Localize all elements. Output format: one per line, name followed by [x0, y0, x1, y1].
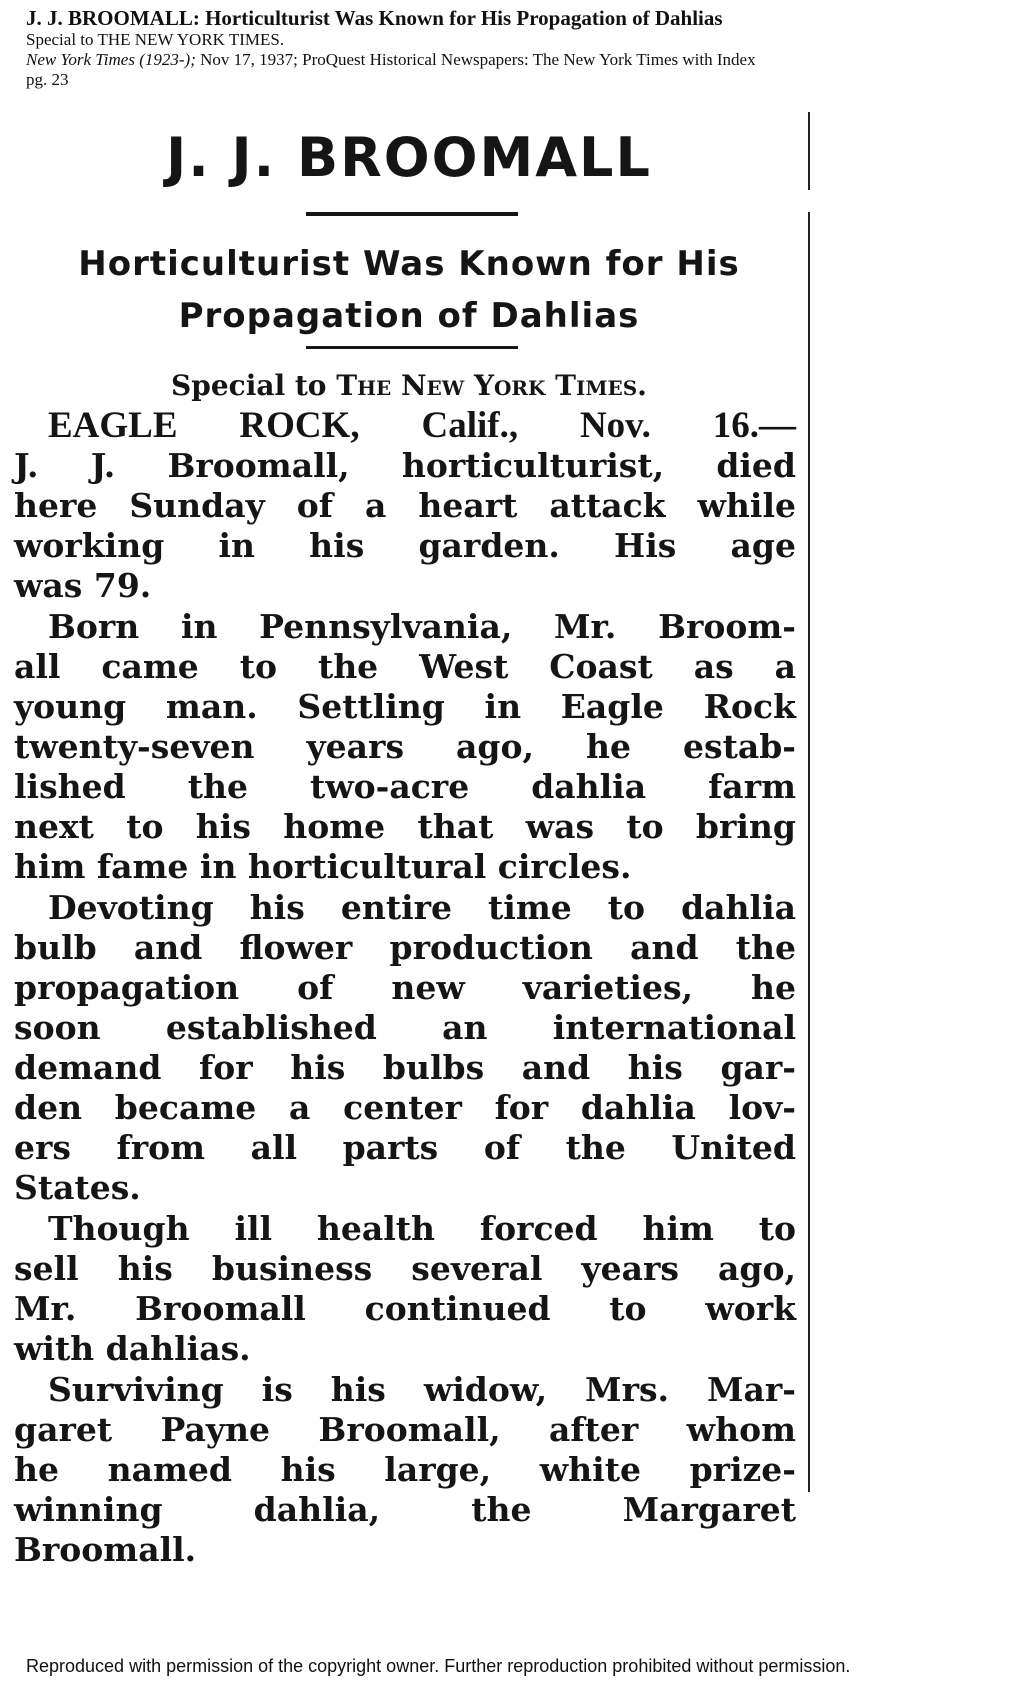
column-rule-segment — [808, 112, 810, 190]
article-line: working in his garden. His age — [14, 526, 796, 565]
article-dateline: EAGLE ROCK, Calif., Nov. 16.— — [48, 405, 796, 446]
article-paragraph — [14, 607, 796, 887]
article-line: J. J. Broomall, horticulturist, died — [14, 446, 796, 485]
article-line: soon established an international — [14, 1008, 796, 1047]
article-line: him fame in horticultural circles. — [14, 847, 632, 886]
article-line: winning dahlia, the Margaret — [14, 1490, 796, 1529]
article-line: he named his large, white prize- — [14, 1450, 796, 1489]
citation-page: pg. 23 — [26, 70, 69, 89]
article-line: here Sunday of a heart attack while — [14, 486, 796, 525]
article-paragraph — [14, 406, 796, 606]
citation-title: J. J. BROOMALL: Horticulturist Was Known for His Propagation of Dahlias — [26, 6, 723, 30]
citation-header — [26, 6, 986, 90]
citation-byline: Special to THE NEW YORK TIMES. — [26, 30, 285, 49]
article-line: Though ill health forced him to — [48, 1209, 796, 1248]
article-paragraph — [14, 1209, 796, 1369]
article-line: twenty-seven years ago, he estab- — [14, 727, 796, 766]
article-line: Surviving is his widow, Mrs. Mar- — [48, 1370, 796, 1409]
article-body — [14, 406, 796, 1571]
article-line: sell his business several years ago, — [14, 1249, 796, 1288]
article-line: propagation of new varieties, he — [14, 968, 796, 1007]
article-line: garet Payne Broomall, after whom — [14, 1410, 796, 1449]
article-line: States. — [14, 1168, 141, 1207]
citation-source-details: Nov 17, 1937; ProQuest Historical Newspapers: The New York Times with Index — [195, 50, 756, 69]
article-line: all came to the West Coast as a — [14, 647, 796, 686]
article-line: Born in Pennsylvania, Mr. Broom- — [48, 607, 796, 646]
credit-prefix: Special to — [171, 369, 337, 402]
article-headline: J. J. BROOMALL — [166, 126, 652, 189]
article-line: lished the two-acre dahlia farm — [14, 767, 796, 806]
citation-source — [26, 50, 986, 70]
article-line: Devoting his entire time to dahlia — [48, 888, 796, 927]
column-rule — [808, 212, 810, 1492]
article-line: demand for his bulbs and his gar- — [14, 1048, 796, 1087]
headline-divider — [306, 212, 518, 216]
article-line: with dahlias. — [14, 1329, 251, 1368]
subhead-line: Propagation of Dahlias — [178, 296, 640, 336]
subhead-divider — [306, 346, 518, 349]
article-line: den became a center for dahlia lov- — [14, 1088, 796, 1127]
article-paragraph — [14, 1370, 796, 1570]
article-line: Mr. Broomall continued to work — [14, 1289, 796, 1328]
article-subhead — [14, 238, 804, 342]
article-line: young man. Settling in Eagle Rock — [14, 687, 796, 726]
article-credit — [14, 368, 804, 404]
citation-publication: New York Times (1923-); — [26, 50, 196, 69]
article-line: bulb and flower production and the — [14, 928, 796, 967]
article-line: next to his home that was to bring — [14, 807, 796, 846]
copyright-notice: Reproduced with permission of the copyright owner. Further reproduction prohibited without permission. — [26, 1656, 851, 1676]
credit-paper: The New York Times. — [336, 369, 647, 402]
article-line: was 79. — [14, 566, 152, 605]
subhead-line: Horticulturist Was Known for His — [78, 244, 740, 284]
article-paragraph — [14, 888, 796, 1208]
article-line: ers from all parts of the United — [14, 1128, 796, 1167]
article-line: Broomall. — [14, 1530, 197, 1569]
